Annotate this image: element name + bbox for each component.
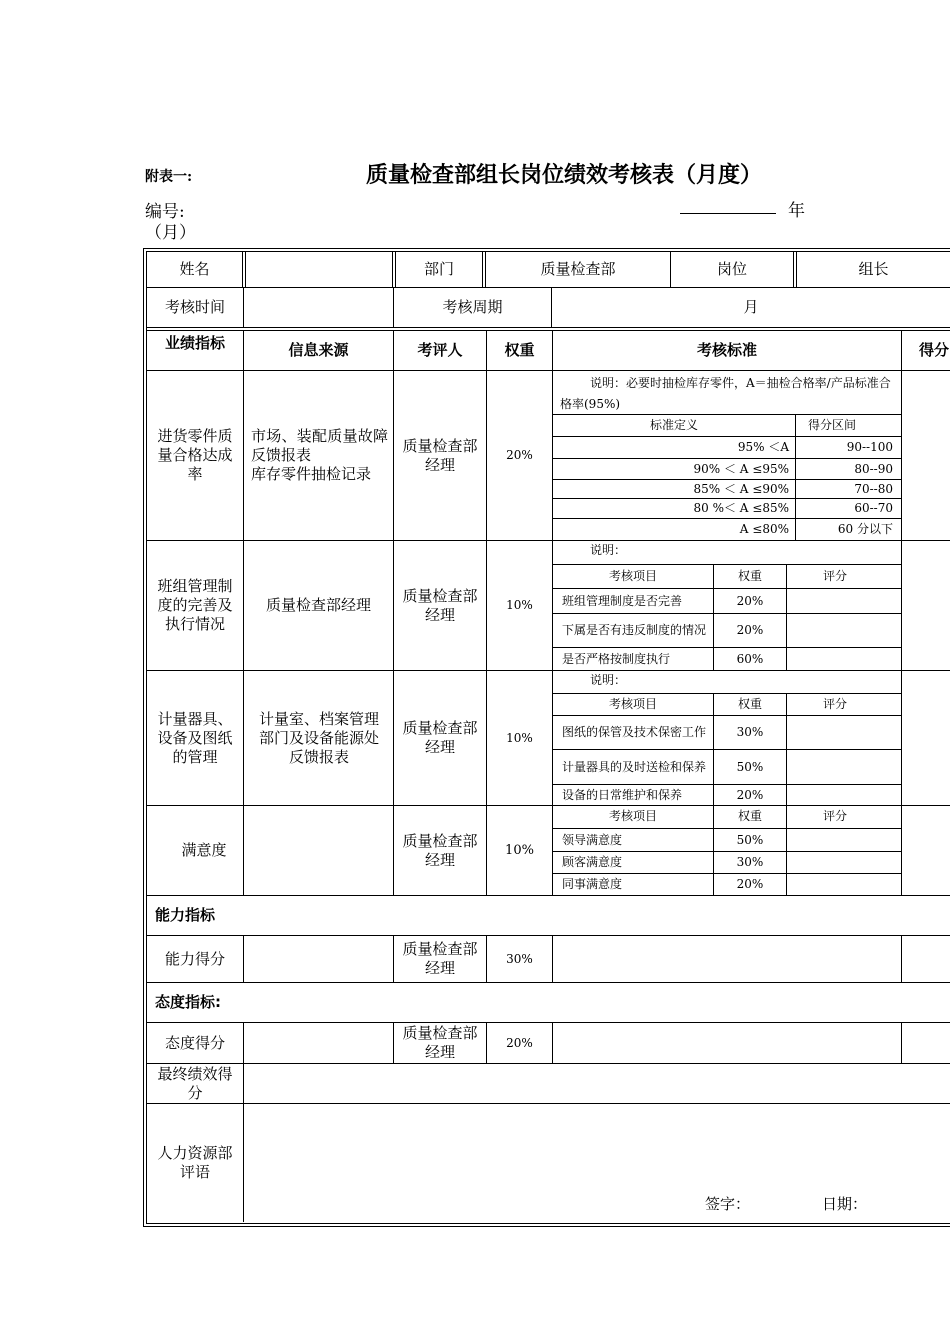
r1-std-0-range: 90--100 xyxy=(846,440,893,454)
post-value: 组长 xyxy=(858,260,889,278)
r3-item-0: 图纸的保管及技术保密工作 xyxy=(562,725,707,739)
attitude-label: 态度得分 xyxy=(164,1033,225,1052)
ability-assessor: 质量检查部经理 xyxy=(402,940,478,977)
col-assessor: 考评人 xyxy=(417,341,463,359)
r3-score-field[interactable] xyxy=(902,671,950,805)
month-label: （月） xyxy=(145,223,196,243)
r4-score-field[interactable] xyxy=(902,806,950,895)
r3-h-score: 评分 xyxy=(822,697,847,711)
r2-h-score: 评分 xyxy=(822,569,847,583)
r1-range-header: 得分区间 xyxy=(807,418,856,432)
r2-h-weight: 权重 xyxy=(737,569,762,583)
r3-item-2-score[interactable] xyxy=(787,785,901,805)
r4-item-0-score[interactable] xyxy=(787,829,901,851)
attitude-weight: 20% xyxy=(506,1035,533,1050)
attitude-section-title: 态度指标: xyxy=(155,993,221,1011)
r1-std-4-def: A ≤80% xyxy=(739,522,789,536)
r4-indicator: 满意度 xyxy=(181,841,227,859)
r4-item-1: 顾客满意度 xyxy=(562,855,623,869)
name-field[interactable] xyxy=(246,252,392,287)
r3-item-1-score[interactable] xyxy=(787,750,901,784)
hr-comment-field[interactable] xyxy=(244,1104,950,1188)
r4-item-1-weight: 30% xyxy=(736,855,764,869)
attitude-score-field[interactable] xyxy=(902,1023,950,1063)
period-value: 月 xyxy=(743,298,759,316)
year-underline xyxy=(680,213,776,214)
final-score-label: 最终绩效得分 xyxy=(157,1064,233,1102)
ability-weight: 30% xyxy=(506,951,533,966)
r1-std-1-range: 80--90 xyxy=(854,461,893,476)
r1-std-2-range: 70--80 xyxy=(854,481,893,496)
r4-h-weight: 权重 xyxy=(737,808,762,823)
attachment-label: 附表一: xyxy=(145,169,193,185)
r4-h-item: 考核项目 xyxy=(608,808,657,823)
r2-item-2-weight: 60% xyxy=(736,651,764,666)
r4-weight: 10% xyxy=(505,843,534,858)
r1-std-header: 标准定义 xyxy=(649,418,698,432)
dept-label: 部门 xyxy=(423,260,454,278)
r2-item-0-weight: 20% xyxy=(736,593,764,608)
col-source: 信息来源 xyxy=(288,341,349,359)
dept-value: 质量检查部 xyxy=(540,260,616,278)
r4-item-0-weight: 50% xyxy=(736,832,764,847)
r3-h-item: 考核项目 xyxy=(608,697,657,711)
r1-indicator: 进货零件质量合格达成率 xyxy=(157,427,233,483)
r2-item-0: 班组管理制度是否完善 xyxy=(562,593,683,608)
r2-item-1-score[interactable] xyxy=(787,614,901,647)
assess-time-label: 考核时间 xyxy=(164,298,225,316)
attitude-standard-field[interactable] xyxy=(553,1023,901,1063)
r2-item-1-weight: 20% xyxy=(736,623,764,637)
ability-source-field[interactable] xyxy=(244,936,393,982)
r3-indicator: 计量器具、设备及图纸的管理 xyxy=(157,709,233,766)
r1-std-4-range: 60 分以下 xyxy=(837,522,893,536)
r4-item-2: 同事满意度 xyxy=(562,877,623,891)
r3-note: 说明： xyxy=(590,673,627,687)
r3-weight: 10% xyxy=(506,730,533,745)
r2-item-0-score[interactable] xyxy=(787,589,901,613)
ability-section-title: 能力指标 xyxy=(155,906,216,924)
r2-source: 质量检查部经理 xyxy=(265,596,371,614)
r3-h-weight: 权重 xyxy=(737,697,762,711)
ability-score-field[interactable] xyxy=(902,936,950,982)
r1-std-0-def: 95% ＜A xyxy=(737,440,789,454)
period-label: 考核周期 xyxy=(442,298,503,316)
col-standard: 考核标准 xyxy=(696,341,757,359)
r3-source: 计量室、档案管理部门及设备能源处反馈报表 xyxy=(258,709,379,766)
col-indicator: 业绩指标 xyxy=(164,334,225,352)
r4-item-2-weight: 20% xyxy=(736,877,764,891)
r2-indicator: 班组管理制度的完善及执行情况 xyxy=(157,577,233,633)
r1-std-2-def: 85% ＜ A ≤90% xyxy=(693,481,789,496)
col-score: 得分 xyxy=(919,341,950,359)
r3-item-2-weight: 20% xyxy=(736,787,764,802)
r1-assessor: 质量检查部经理 xyxy=(402,436,478,474)
attitude-assessor: 质量检查部经理 xyxy=(402,1024,478,1061)
col-weight: 权重 xyxy=(504,341,535,359)
r4-h-score: 评分 xyxy=(822,808,847,823)
r2-h-item: 考核项目 xyxy=(608,569,657,583)
r1-note: 说明：必要时抽检库存零件，A＝抽检合格率/产品标准合格率(95%) xyxy=(560,376,891,411)
r4-assessor: 质量检查部经理 xyxy=(402,831,478,869)
r4-item-1-score[interactable] xyxy=(787,852,901,873)
assess-time-field[interactable] xyxy=(244,288,393,327)
r3-item-1-weight: 50% xyxy=(736,759,764,774)
final-score-field[interactable] xyxy=(244,1064,950,1103)
year-label: 年 xyxy=(788,201,805,221)
r1-std-3-range: 60--70 xyxy=(854,501,893,515)
r2-note: 说明： xyxy=(590,543,627,557)
ability-standard-field[interactable] xyxy=(553,936,901,982)
r3-item-2: 设备的日常维护和保养 xyxy=(562,787,683,802)
hr-date-label: 日期： xyxy=(822,1195,868,1213)
post-label: 岗位 xyxy=(716,260,747,278)
number-label: 编号: xyxy=(145,202,185,222)
r4-item-0: 领导满意度 xyxy=(562,832,623,847)
r1-weight: 20% xyxy=(506,448,533,462)
r3-assessor: 质量检查部经理 xyxy=(402,719,478,756)
name-label: 姓名 xyxy=(179,260,210,278)
r1-std-1-def: 90% ＜ A ≤95% xyxy=(693,461,789,476)
r2-item-2: 是否严格按制度执行 xyxy=(562,651,671,666)
form-title: 质量检查部组长岗位绩效考核表（月度） xyxy=(366,162,763,188)
r4-item-2-score[interactable] xyxy=(787,874,901,895)
hr-sign-label: 签字： xyxy=(705,1195,751,1213)
r1-std-3-def: 80 %＜ A ≤85% xyxy=(693,501,789,515)
r2-weight: 10% xyxy=(506,598,533,612)
hr-comment-label: 人力资源部评语 xyxy=(157,1144,233,1181)
r1-source: 市场、装配质量故障反馈报表 库存零件抽检记录 xyxy=(251,427,388,483)
attitude-source-field[interactable] xyxy=(244,1023,393,1063)
r2-item-2-score[interactable] xyxy=(787,648,901,670)
r2-item-1: 下属是否有违反制度的情况 xyxy=(562,623,707,637)
r2-score-field[interactable] xyxy=(902,541,950,670)
r2-assessor: 质量检查部经理 xyxy=(402,586,478,624)
r1-score-field[interactable] xyxy=(902,371,950,540)
r3-item-0-score[interactable] xyxy=(787,716,901,749)
r3-item-0-weight: 30% xyxy=(736,725,764,739)
ability-label: 能力得分 xyxy=(164,949,225,968)
r4-source-field[interactable] xyxy=(244,806,393,895)
r3-item-1: 计量器具的及时送检和保养 xyxy=(562,759,707,774)
